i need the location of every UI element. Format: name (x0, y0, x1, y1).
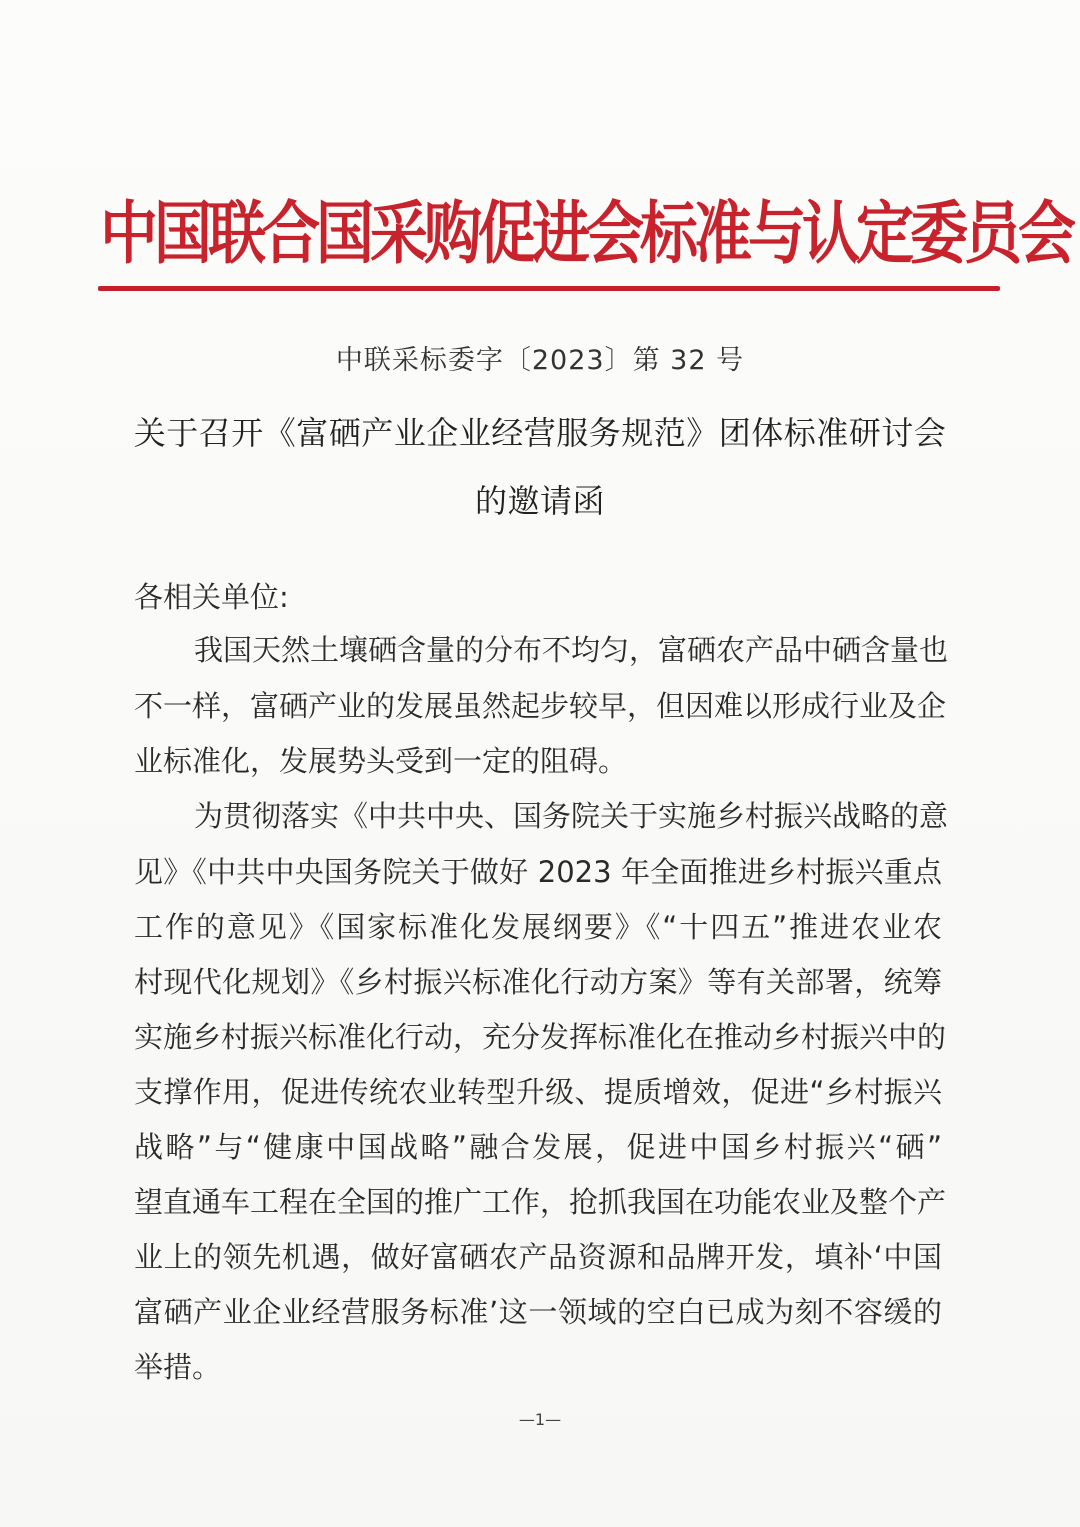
paragraph-2-line: 望直通车工程在全国的推广工作，抢抓我国在功能农业及整个产 (134, 1185, 947, 1219)
salutation: 各相关单位: (134, 580, 289, 614)
paragraph-1-line: 不一样，富硒产业的发展虽然起步较早，但因难以形成行业及企 (134, 689, 947, 723)
paragraph-2-line: 实施乡村振兴标准化行动，充分发挥标准化在推动乡村振兴中的 (134, 1020, 947, 1054)
paragraph-2-line: 富硒产业企业经营服务标准’这一领域的空白已成为刻不容缓的 (134, 1295, 942, 1329)
paragraph-2-line: 村现代化规划》《乡村振兴标准化行动方案》等有关部署，统筹 (134, 965, 942, 999)
paragraph-1-line: 我国天然土壤硒含量的分布不均匀，富硒农产品中硒含量也 (194, 633, 949, 667)
paragraph-2-line: 举措。 (134, 1350, 222, 1384)
paragraph-1-line: 业标准化，发展势头受到一定的阻碍。 (134, 744, 628, 778)
letterhead-red-rule (98, 286, 1000, 291)
document-number: 中联采标委字〔2023〕第 32 号 (335, 345, 745, 376)
document-title-line-1: 关于召开《富硒产业企业经营服务规范》团体标准研讨会 (133, 414, 947, 452)
paragraph-2-line: 见》《中共中央国务院关于做好 2023 年全面推进乡村振兴重点 (134, 855, 942, 889)
paragraph-2-line: 支撑作用，促进传统农业转型升级、提质增效，促进“乡村振兴 (134, 1075, 942, 1109)
letterhead-title: 中国联合国采购促进会标准与认定委员会 (100, 193, 1073, 274)
paragraph-2-line: 为贯彻落实《中共中央、国务院关于实施乡村振兴战略的意 (194, 799, 949, 833)
paragraph-2-line: 战略”与“健康中国战略”融合发展，促进中国乡村振兴“硒” (134, 1130, 942, 1164)
paragraph-2-line: 业上的领先机遇，做好富硒农产品资源和品牌开发，填补‘中国 (134, 1240, 942, 1274)
page-number: —1— (518, 1410, 562, 1429)
paragraph-2-line: 工作的意见》《国家标准化发展纲要》《“十四五”推进农业农 (134, 910, 942, 944)
document-title-line-2: 的邀请函 (474, 482, 605, 520)
